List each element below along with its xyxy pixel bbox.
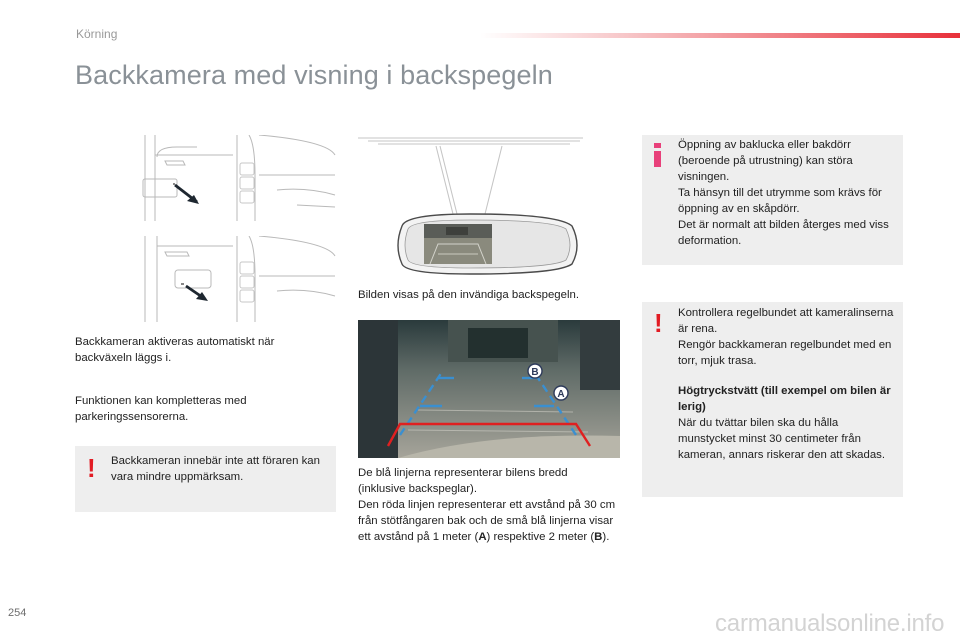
high-pressure-heading: Högtryckstvätt (till exempel om bilen är lerig): [678, 385, 891, 413]
warning-icon: !: [654, 308, 663, 338]
attention-warning-box: [75, 446, 336, 512]
label-a-ref: A: [478, 531, 487, 543]
guide-lines-description: [358, 465, 618, 545]
parking-sensors-text: Funktionen kan kompletteras med parkeringssensorerna.: [75, 395, 247, 423]
mirror-caption: Bilden visas på den invändiga backspegeln.: [358, 289, 580, 301]
camera-label-b: B: [531, 367, 539, 378]
camera-view-image: [358, 320, 620, 458]
warning-icon: !: [87, 453, 96, 483]
rearview-mirror-illustration: [358, 134, 583, 284]
info-text: Öppning av baklucka eller bakdörr (beroende på utrustning) kan störa visningen. Ta hänsyn till det utrymme som krävs för öppning av en skåpdörr. Det är normalt att bilden återges med viss deformation.: [678, 139, 889, 247]
attention-warning-text: Backkameran innebär inte att föraren kan vara mindre uppmärksam.: [111, 455, 320, 483]
maintenance-warning-box: [642, 302, 903, 497]
section-label: Körning: [76, 27, 118, 41]
header-accent-bar: [480, 33, 960, 38]
maintenance-warning-text: Kontrollera regelbundet att kameralinserna är rena. Rengör backkameran regelbundet med en torr, mjuk trasa. Högtryckstvätt (till exempel om bilen är lerig) När du tvättar bilen ska du hålla munstycket minst 30 centimeter från kameran, annars riskerar den att skadas.: [678, 305, 896, 463]
guide-lines-width-text: De blå linjerna representerar bilens bredd (inklusive backspeglar).: [358, 467, 568, 495]
page-number: 254: [8, 607, 27, 619]
page-title: Backkamera med visning i backspegeln: [75, 60, 553, 90]
vehicle-rear-illustration-1: [137, 135, 337, 221]
vehicle-rear-illustration-2: [137, 236, 337, 322]
camera-label-a: A: [557, 389, 565, 400]
info-box: [642, 135, 903, 265]
info-icon: [652, 143, 664, 167]
watermark: carmanualsonline.info: [715, 610, 945, 637]
label-b-ref: B: [594, 531, 603, 543]
activation-text: Backkameran aktiveras automatiskt när backväxeln läggs i.: [75, 336, 275, 364]
guide-lines-distance-text: Den röda linjen representerar ett avstånd på 30 cm från stötfångaren bak och de små blå linjerna visar ett avstånd på 1 meter (A) respektive 2 meter (B).: [358, 499, 616, 543]
